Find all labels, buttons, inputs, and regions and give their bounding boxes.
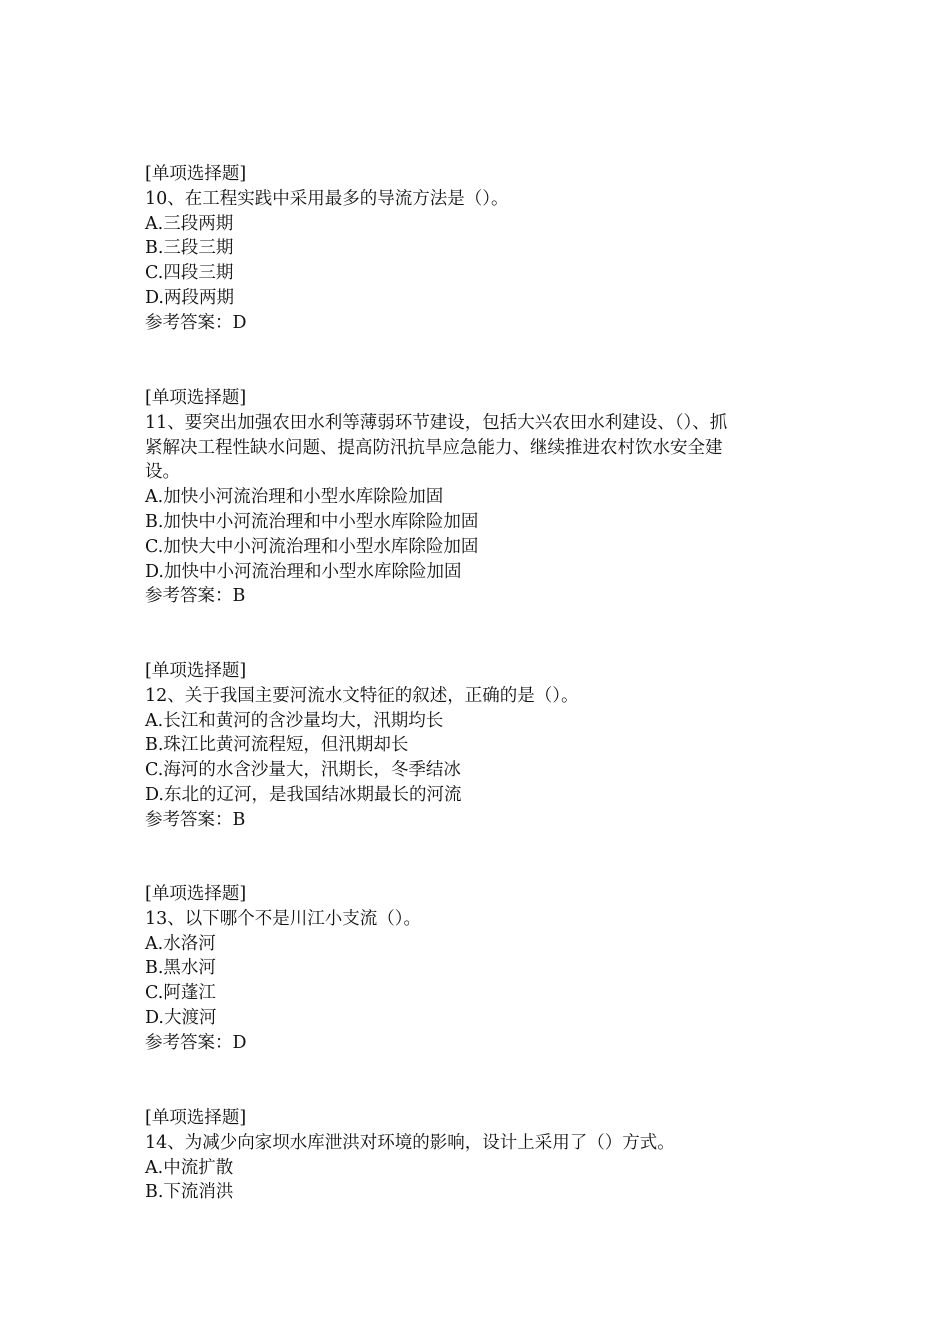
option-d: D.东北的辽河，是我国结冰期最长的河流 [145,784,462,805]
question-10 [145,162,805,336]
reference-answer: 参考答案：B [145,586,246,607]
option-a: A.加快小河流治理和小型水库除险加固 [145,487,444,508]
option-c: C.加快大中小河流治理和小型水库除险加固 [145,536,479,557]
reference-answer: 参考答案：D [145,1032,247,1053]
question-type-label: [单项选择题] [145,884,247,904]
question-stem: 13、以下哪个不是川江小支流（）。 [145,908,422,929]
question-stem-line-2: 紧解决工程性缺水问题、提高防汛抗旱应急能力、继续推进农村饮水安全建 [145,437,723,458]
option-a: A.中流扩散 [145,1157,234,1178]
option-b: B.三段三期 [145,238,234,259]
question-14 [145,1106,805,1205]
question-type-label: [单项选择题] [145,388,247,408]
question-stem: 10、在工程实践中采用最多的导流方法是（）。 [145,188,509,209]
option-d: D.两段两期 [145,287,234,308]
question-type-label: [单项选择题] [145,1108,247,1128]
question-stem-line-1: 11、要突出加强农田水利等薄弱环节建设，包括大兴农田水利建设、（）、抓 [145,412,728,433]
question-11 [145,386,805,609]
option-c: C.四段三期 [145,263,234,284]
option-c: C.海河的水含沙量大，汛期长，冬季结冰 [145,760,461,781]
option-b: B.加快中小河流治理和中小型水库除险加固 [145,511,479,532]
question-type-label: [单项选择题] [145,164,247,184]
question-stem: 14、为减少向家坝水库泄洪对环境的影响，设计上采用了（）方式。 [145,1132,675,1153]
question-type-label: [单项选择题] [145,661,247,681]
option-c: C.阿蓬江 [145,983,216,1004]
question-12 [145,659,805,833]
option-a: A.三段两期 [145,213,234,234]
question-13 [145,882,805,1056]
question-stem-line-3: 设。 [145,462,180,483]
reference-answer: 参考答案：D [145,312,247,333]
option-a: A.长江和黄河的含沙量均大，汛期均长 [145,710,444,731]
option-b: B.下流消洪 [145,1182,234,1203]
option-b: B.黑水河 [145,958,216,979]
question-stem: 12、关于我国主要河流水文特征的叙述，正确的是（）。 [145,685,579,706]
option-b: B.珠江比黄河流程短，但汛期却长 [145,735,409,756]
option-a: A.水洛河 [145,933,216,954]
reference-answer: 参考答案：B [145,809,246,830]
option-d: D.大渡河 [145,1007,217,1028]
option-d: D.加快中小河流治理和小型水库除险加固 [145,561,462,582]
